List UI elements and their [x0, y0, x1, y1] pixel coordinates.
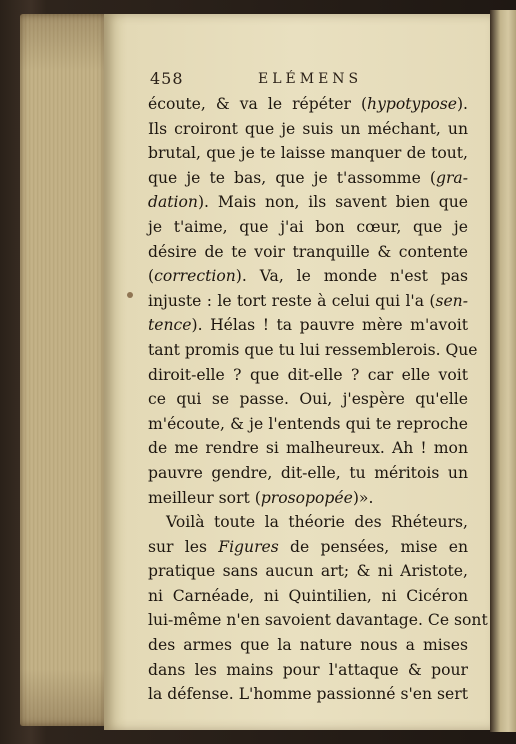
text-segment: ). Hélas ! ta pauvre mère m'avoit [191, 316, 468, 335]
text-line [148, 486, 468, 511]
text-line [148, 608, 488, 633]
text-segment: ). Va, le monde n'est pas [235, 267, 468, 286]
page-number: 458 [150, 69, 184, 88]
text-segment: diroit-elle ? que dit-elle ? car elle voit [148, 365, 468, 384]
text-line [148, 264, 468, 289]
text-segment: meilleur sort ( [148, 488, 261, 507]
text-line [148, 166, 468, 191]
text-line [148, 289, 468, 314]
text-line [148, 535, 468, 560]
running-title: ELÉMENS [258, 71, 363, 87]
italic-term: prosopopée [260, 488, 353, 507]
text-segment: de pensées, mise en [278, 537, 468, 556]
text-line [148, 240, 468, 265]
foxing-spot [127, 292, 133, 298]
text-segment: pratique sans aucun art; & ni Aristote, [148, 562, 468, 581]
text-line [148, 92, 468, 117]
text-segment: écoute, & va le répéter ( [148, 95, 368, 113]
text-line [148, 658, 468, 683]
text-line [148, 682, 468, 707]
text-segment: ( [148, 267, 155, 286]
text-segment: je t'aime, que j'ai bon cœur, que je [148, 217, 468, 236]
text-segment: que je te bas, que je t'assomme ( [148, 168, 436, 187]
text-line [148, 363, 468, 388]
italic-term: hypotypose [367, 95, 457, 113]
book-page [104, 14, 490, 730]
text-line [148, 190, 468, 215]
text-segment: Ils croiront que je suis un méchant, un [148, 119, 468, 138]
text-segment: ). [456, 95, 468, 113]
italic-term: sen- [435, 291, 468, 310]
text-line [148, 215, 468, 240]
italic-term: tence [148, 316, 192, 335]
text-line [148, 387, 468, 412]
italic-term: Figures [218, 537, 279, 556]
text-segment: désire de te voir tranquille & contente [148, 242, 468, 261]
text-segment: la défense. L'homme passionné s'en sert [148, 685, 468, 704]
text-line [148, 461, 468, 486]
italic-term: correction [154, 267, 236, 286]
text-segment: injuste : le tort reste à celui qui l'a ( [148, 291, 436, 310]
text-segment: )». [352, 488, 374, 507]
text-segment: de me rendre si malheureux. Ah ! mon [148, 439, 468, 458]
text-segment: ni Carnéade, ni Quintilien, ni Cicéron [148, 586, 468, 605]
text-segment: lui-même n'en savoient davantage. Ce sont [148, 611, 488, 630]
text-line [148, 313, 468, 338]
text-segment: ). Mais non, ils savent bien que [197, 193, 468, 212]
body-text [148, 92, 488, 707]
text-line [148, 584, 468, 609]
text-segment: pauvre gendre, dit-elle, tu méritois un [148, 463, 468, 482]
text-line [148, 338, 478, 363]
italic-term: gra- [435, 168, 468, 187]
text-line [148, 436, 468, 461]
text-segment: Voilà toute la théorie des Rhéteurs, [166, 513, 468, 532]
text-segment: brutal, que je te laisse manquer de tout, [148, 144, 468, 163]
text-segment: ce qui se passe. Oui, j'espère qu'elle [148, 390, 468, 409]
text-line [148, 412, 468, 437]
text-segment: sur les [148, 537, 219, 556]
text-line [148, 141, 468, 166]
text-line [148, 559, 468, 584]
text-line [148, 633, 468, 658]
italic-term: dation [148, 193, 198, 212]
text-segment: tant promis que tu lui ressemblerois. Que [148, 340, 478, 359]
text-segment: des armes que la nature nous a mises [148, 636, 468, 655]
text-segment: m'écoute, & je l'entends qui te reproche [148, 414, 468, 433]
facing-page-edge [490, 10, 516, 732]
page-edges [20, 14, 106, 726]
page-header [150, 69, 470, 91]
text-line [148, 117, 468, 142]
text-line [148, 510, 468, 535]
text-segment: dans les mains pour l'attaque & pour [148, 660, 468, 679]
